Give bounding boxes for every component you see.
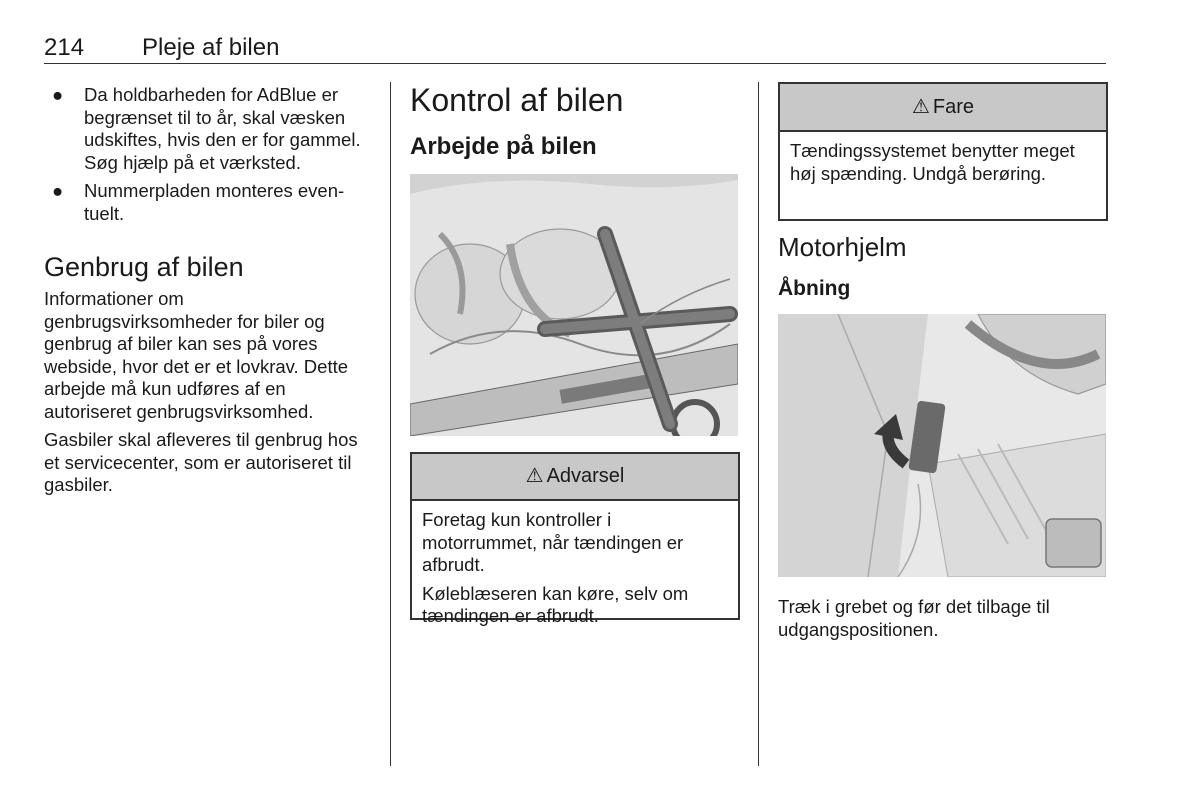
caption-text: Træk i grebet og før det tilbage til udgangspositionen. bbox=[778, 596, 1050, 640]
danger-triangle-icon: ⚠ bbox=[911, 96, 930, 118]
page-number: 214 bbox=[44, 34, 85, 61]
header-divider bbox=[44, 63, 1106, 64]
warning-text: Køleblæseren kan køre, selv om tændingen er afbrudt. bbox=[422, 582, 689, 626]
bullet-icon: ● bbox=[52, 84, 64, 105]
danger-text: Tændingssystemet benytter meget høj spænding. Undgå berøring. bbox=[790, 140, 1075, 184]
hood-release-illustration bbox=[778, 314, 1106, 577]
recycling-text bbox=[44, 288, 376, 503]
warning-box bbox=[410, 452, 740, 626]
section-heading-hood: Motorhjelm bbox=[778, 232, 907, 262]
section-heading-recycling: Genbrug af bilen bbox=[44, 252, 244, 282]
danger-box-header bbox=[780, 84, 1106, 132]
warning-box-header bbox=[412, 454, 738, 501]
bullet-text: Nummerpladen monteres even-tuelt. bbox=[84, 180, 345, 224]
engine-bay-illustration bbox=[410, 174, 738, 436]
danger-box-body bbox=[780, 132, 1106, 197]
list-item bbox=[48, 180, 378, 225]
danger-title: Fare bbox=[932, 96, 975, 118]
column-divider-left bbox=[390, 82, 391, 766]
list-item bbox=[48, 84, 378, 174]
subheading-work-on-car: Arbejde på bilen bbox=[410, 133, 597, 160]
bullet-text: Da holdbarheden for AdBlue er begrænset til to år, skal væsken udskiftes, hvis den er for gammel. Søg hjælp på et værksted. bbox=[84, 84, 361, 173]
column-divider-right bbox=[758, 82, 759, 766]
bullet-icon: ● bbox=[52, 180, 64, 201]
warning-text: Foretag kun kontroller i motorrummet, når tændingen er afbrudt. bbox=[422, 509, 684, 575]
paragraph: Gasbiler skal afleveres til genbrug hos et servicecenter, som er autoriseret til gasbiler. bbox=[44, 429, 358, 495]
hood-caption bbox=[778, 596, 1104, 647]
section-heading-inspection: Kontrol af bilen bbox=[410, 82, 624, 118]
warning-title: Advarsel bbox=[546, 465, 625, 487]
danger-box bbox=[778, 82, 1108, 221]
warning-box-body bbox=[412, 501, 738, 640]
page-header-title: Pleje af bilen bbox=[142, 34, 280, 61]
subheading-opening: Åbning bbox=[778, 277, 851, 300]
paragraph: Informationer om genbrugsvirksomheder for biler og genbrug af biler kan ses på vores webside, hvor det er et lovkrav. Dette arbejde må kun udføres af en autoriseret genbrugsvirksomhed. bbox=[44, 288, 349, 422]
warning-triangle-icon: ⚠ bbox=[525, 465, 544, 487]
bullet-list bbox=[48, 84, 378, 231]
hood-release-drawing bbox=[778, 314, 1106, 577]
engine-bay-drawing bbox=[410, 174, 738, 436]
